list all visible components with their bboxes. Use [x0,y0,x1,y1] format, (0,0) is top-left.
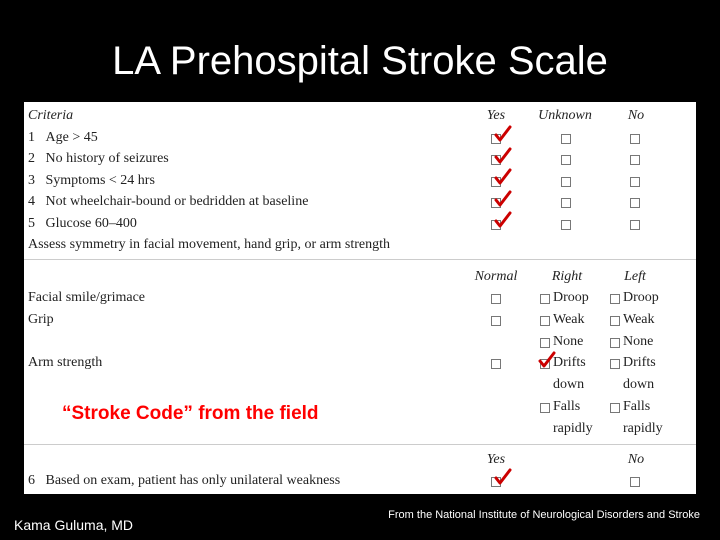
no-header-2: No [627,452,645,467]
checkbox-no-3[interactable] [630,177,640,187]
checkmark-icon [494,147,512,165]
grip-right-weak-label: Weak [553,312,585,327]
yes-header-2: Yes [486,452,506,467]
facial-label: Facial smile/grimace [28,290,146,305]
arm-left-drifts-label: Drifts [623,355,656,370]
criteria-row-6: 6 Based on exam, patient has only unilateral weakness [28,473,341,488]
divider [24,259,696,260]
criteria-row-3: 3 Symptoms < 24 hrs [28,173,155,188]
checkbox-arm-normal[interactable] [491,359,501,369]
slide-title: LA Prehospital Stroke Scale [112,39,608,83]
checkbox-unknown-4[interactable] [561,198,571,208]
checkbox-arm-right-falls[interactable] [540,403,550,413]
criteria-row-2: 2 No history of seizures [28,151,169,166]
author-credit: Kama Guluma, MD [14,517,134,533]
yes-header: Yes [486,108,506,123]
stroke-scale-table [24,102,696,494]
checkbox-grip-right-weak[interactable] [540,316,550,326]
checkmark-icon [494,125,512,143]
normal-header: Normal [474,269,518,284]
assess-instruction: Assess symmetry in facial movement, hand grip, or arm strength [28,237,390,252]
no-header: No [627,108,645,123]
checkbox-no-2[interactable] [630,155,640,165]
arm-label: Arm strength [28,355,103,370]
criteria-row-1: 1 Age > 45 [28,130,98,145]
checkbox-facial-left[interactable] [610,294,620,304]
criteria-header: Criteria [28,108,74,123]
checkbox-unknown-2[interactable] [561,155,571,165]
unknown-header: Unknown [538,108,592,123]
criteria-row-4: 4 Not wheelchair-bound or bedridden at baseline [28,194,309,209]
arm-right-drifts-label: Drifts [553,355,586,370]
facial-right-label: Droop [553,290,589,305]
checkbox-arm-left-falls[interactable] [610,403,620,413]
left-header: Left [624,269,646,284]
checkbox-grip-normal[interactable] [491,316,501,326]
checkmark-icon [494,211,512,229]
facial-left-label: Droop [623,290,659,305]
arm-right-down-label: down [553,377,585,392]
arm-left-rapidly-label: rapidly [623,421,663,436]
arm-left-falls-label: Falls [623,399,651,414]
checkmark-icon [494,468,512,486]
source-credit: From the National Institute of Neurological Disorders and Stroke [388,509,700,521]
checkbox-grip-left-weak[interactable] [610,316,620,326]
checkbox-facial-right[interactable] [540,294,550,304]
grip-left-weak-label: Weak [623,312,655,327]
stroke-code-callout: “Stroke Code” from the field [62,403,319,424]
checkbox-grip-right-none[interactable] [540,338,550,348]
grip-left-none-label: None [623,334,654,349]
grip-right-none-label: None [553,334,584,349]
arm-left-down-label: down [623,377,655,392]
grip-label: Grip [28,312,54,327]
checkbox-no-4[interactable] [630,198,640,208]
checkbox-facial-normal[interactable] [491,294,501,304]
checkbox-arm-left-drifts[interactable] [610,359,620,369]
divider [24,444,696,445]
checkbox-unknown-3[interactable] [561,177,571,187]
checkbox-no-1[interactable] [630,134,640,144]
checkbox-unknown-5[interactable] [561,220,571,230]
checkbox-unknown-1[interactable] [561,134,571,144]
criteria-row-5: 5 Glucose 60–400 [28,216,137,231]
checkbox-no-5[interactable] [630,220,640,230]
arm-right-falls-label: Falls [553,399,581,414]
checkmark-icon [494,190,512,208]
checkbox-grip-left-none[interactable] [610,338,620,348]
checkmark-icon [494,168,512,186]
checkbox-no-6[interactable] [630,477,640,487]
right-header: Right [551,269,583,284]
arm-right-rapidly-label: rapidly [553,421,593,436]
